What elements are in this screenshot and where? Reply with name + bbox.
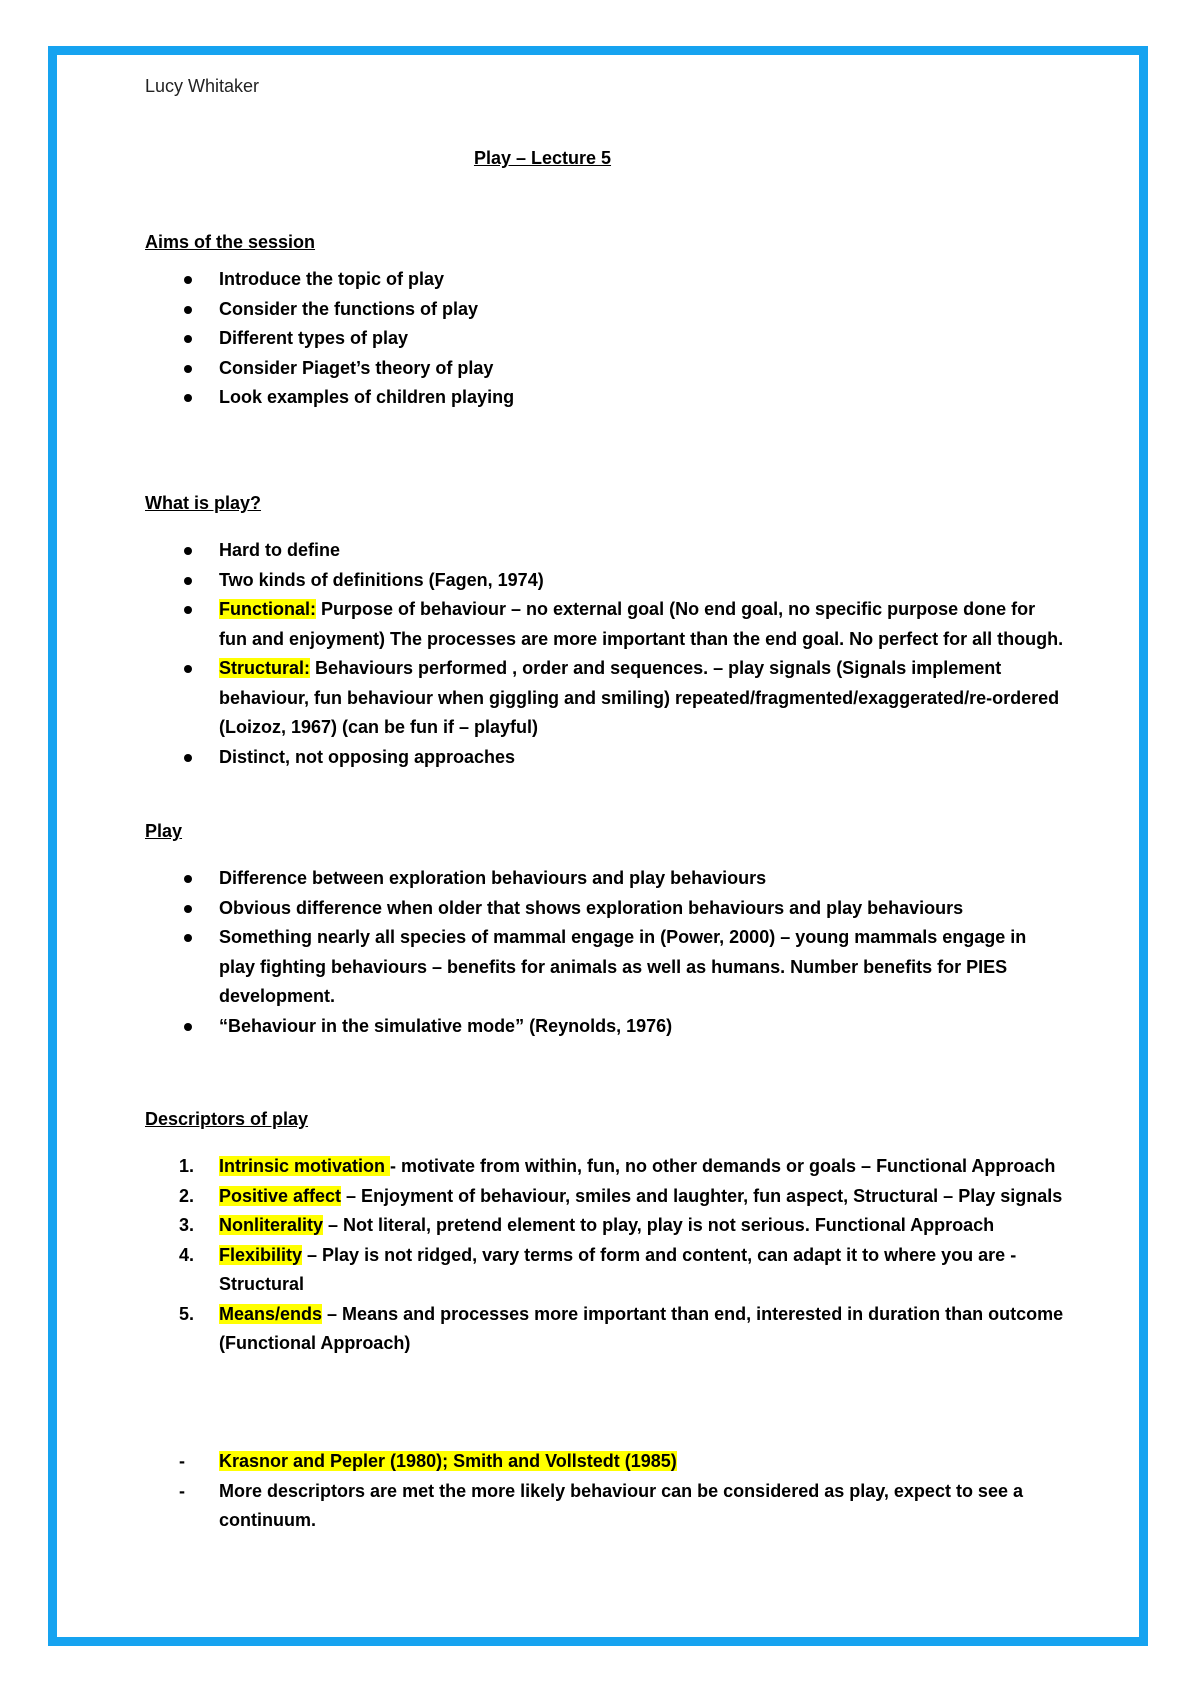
list-item: Distinct, not opposing approaches <box>145 743 1065 773</box>
list-item: Hard to define <box>145 536 1065 566</box>
list-item <box>145 654 1065 743</box>
item-text: More descriptors are met the more likely behaviour can be considered as play, expect to see a continuum. <box>219 1480 1023 1530</box>
what-is-play-list <box>145 536 1065 772</box>
item-number: 5. <box>179 1303 195 1324</box>
item-text: – Means and processes more important than end, interested in duration than outcome (Functional Approach) <box>219 1303 1064 1353</box>
item-text: – Enjoyment of behaviour, smiles and laughter, fun aspect, Structural – Play signals <box>341 1185 1063 1206</box>
descriptors-dash-list <box>145 1447 1065 1536</box>
list-item: Consider Piaget’s theory of play <box>145 354 1065 384</box>
list-item <box>145 1182 1065 1212</box>
play-heading: Play <box>145 821 183 841</box>
highlighted-term: Intrinsic motivation <box>219 1156 391 1176</box>
highlighted-term: Nonliterality <box>219 1215 324 1235</box>
item-text: – Play is not ridged, vary terms of form and content, can adapt it to where you are - Structural <box>219 1244 1017 1294</box>
highlighted-term: Flexibility <box>219 1244 303 1265</box>
aims-heading: Aims of the session <box>145 232 316 252</box>
list-item <box>145 1152 1065 1182</box>
highlighted-citation: Krasnor and Pepler (1980); Smith and Vollstedt (1985) <box>219 1451 677 1471</box>
list-item: Look examples of children playing <box>145 383 1065 413</box>
list-item <box>145 1477 1065 1536</box>
item-text: - motivate from within, fun, no other demands or goals – Functional Approach <box>390 1156 1056 1176</box>
dash-marker: - <box>179 1451 185 1471</box>
list-item: “Behaviour in the simulative mode” (Reynolds, 1976) <box>145 1012 1065 1042</box>
highlighted-term: Functional: <box>219 599 316 619</box>
list-item: Obvious difference when older that shows exploration behaviours and play behaviours <box>145 894 1065 924</box>
list-item: Difference between exploration behaviours and play behaviours <box>145 864 1065 894</box>
list-item: Something nearly all species of mammal engage in (Power, 2000) – young mammals engage in play fighting behaviours – benefits for animals as well as humans. Number benefits for PIES development. <box>145 923 1065 1012</box>
item-number: 3. <box>179 1215 195 1235</box>
list-item: Consider the functions of play <box>145 295 1065 325</box>
what-is-play-heading: What is play? <box>145 493 262 513</box>
item-number: 4. <box>179 1244 195 1265</box>
list-item: Different types of play <box>145 324 1065 354</box>
item-text: Purpose of behaviour – no external goal (No end goal, no specific purpose done for fun and enjoyment) The processes are more important than the end goal. No perfect for all though. <box>219 599 1064 649</box>
item-number: 2. <box>179 1185 195 1206</box>
aims-list <box>145 265 1065 413</box>
list-item <box>145 1300 1065 1359</box>
page-title: Play – Lecture 5 <box>473 148 612 168</box>
item-number: 1. <box>179 1156 195 1176</box>
list-item <box>145 1211 1065 1241</box>
list-item: Introduce the topic of play <box>145 265 1065 295</box>
item-text: Behaviours performed , order and sequences. – play signals (Signals implement behaviour, fun behaviour when giggling and smiling) repeated/fragmented/exaggerated/re-ordered (Loizoz, 1967) (can be fun if – playful) <box>219 658 1060 737</box>
list-item <box>145 595 1065 654</box>
descriptors-numbered-list <box>145 1152 1065 1359</box>
dash-marker: - <box>179 1480 185 1501</box>
play-list <box>145 864 1065 1041</box>
highlighted-term: Means/ends <box>219 1303 323 1324</box>
descriptors-heading: Descriptors of play <box>145 1109 309 1129</box>
author-name: Lucy Whitaker <box>145 76 260 96</box>
list-item <box>145 1447 1065 1477</box>
highlighted-term: Structural: <box>219 658 311 678</box>
list-item: Two kinds of definitions (Fagen, 1974) <box>145 566 1065 596</box>
list-item <box>145 1241 1065 1300</box>
highlighted-term: Positive affect <box>219 1185 342 1206</box>
item-text: – Not literal, pretend element to play, play is not serious. Functional Approach <box>323 1215 995 1235</box>
